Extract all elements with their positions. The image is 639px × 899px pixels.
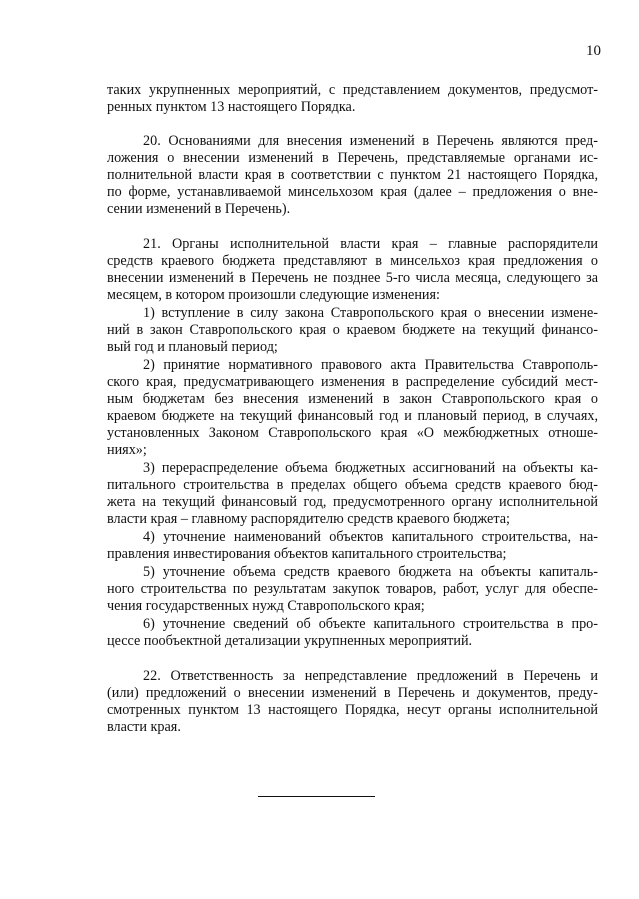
list-item-line: ского края, предусматривающего изменения в распределение субсидий мест- [107,374,598,390]
list-item-line: власти края – главному распорядителю средств краевого бюджета; [107,511,510,527]
list-item-line: жета на текущий финансовый год, предусмотренного органу исполнительной [107,494,598,510]
list-item-line: вый год и плановый период; [107,339,278,355]
text-line: ренных пунктом 13 настоящего Порядка. [107,99,356,115]
paragraph-22-line: 22. Ответственность за непредставление предложений в Перечень и [143,668,598,684]
list-item-line: чения государственных нужд Ставропольского края; [107,598,425,614]
list-item-line: краевом бюджете на текущий финансовый год и плановый период, в случаях, [107,408,598,424]
paragraph-21-line: месяцем, в котором произошли следующие изменения: [107,287,440,303]
list-item-line: ниях»; [107,442,147,458]
list-item-line: правления инвестирования объектов капитального строительства; [107,546,507,562]
text-line: таких укрупненных мероприятий, с представлением документов, предусмот- [107,82,598,98]
paragraph-22-line: власти края. [107,719,181,735]
list-item-line: питального строительства в пределах общего объема средств краевого бюд- [107,477,598,493]
paragraph-21-line: 21. Органы исполнительной власти края – главные распорядители [143,236,598,252]
list-item-line: 4) уточнение наименований объектов капитального строительства, на- [143,529,598,545]
list-item-line: 5) уточнение объема средств краевого бюджета на объекты капиталь- [143,564,598,580]
paragraph-21-line: средств краевого бюджета представляют в минсельхоз края предложения о [107,253,598,269]
list-item-line: ным бюджетам без внесения изменений в закон Ставропольского края о [107,391,598,407]
list-item-line: 6) уточнение сведений об объекте капитального строительства в про- [143,616,598,632]
paragraph-20-line: сении изменений в Перечень). [107,201,291,217]
paragraph-21-line: внесении изменений в Перечень не позднее 5-го числа месяца, следующего за [107,270,598,286]
list-item-line: ний в закон Ставропольского края о краевом бюджете на текущий финансо- [107,322,598,338]
paragraph-20-line: по форме, устанавливаемой минсельхозом края (далее – предложения о вне- [107,184,598,200]
page-number: 10 [586,43,601,59]
paragraph-22-line: смотренных пунктом 13 настоящего Порядка, несут органы исполнительной [107,702,598,718]
list-item-line: ного строительства по результатам закупок товаров, работ, услуг для обеспе- [107,581,598,597]
paragraph-20-line: полнительной власти края в соответствии с пунктом 21 настоящего Порядка, [107,167,598,183]
list-item-line: установленных Законом Ставропольского края «О межбюджетных отноше- [107,425,598,441]
list-item-line: 3) перераспределение объема бюджетных ассигнований на объекты ка- [143,460,598,476]
list-item-line: цессе пообъектной детализации укрупненных мероприятий. [107,633,473,649]
paragraph-20-line: 20. Основаниями для внесения изменений в Перечень являются пред- [143,133,598,149]
end-divider [258,796,375,797]
list-item-line: 1) вступление в силу закона Ставропольского края о внесении измене- [143,305,598,321]
paragraph-20-line: ложения о внесении изменений в Перечень, представляемые органами ис- [107,150,598,166]
paragraph-22-line: (или) предложений о внесении изменений в Перечень и документов, преду- [107,685,598,701]
list-item-line: 2) принятие нормативного правового акта Правительства Ставрополь- [143,357,598,373]
